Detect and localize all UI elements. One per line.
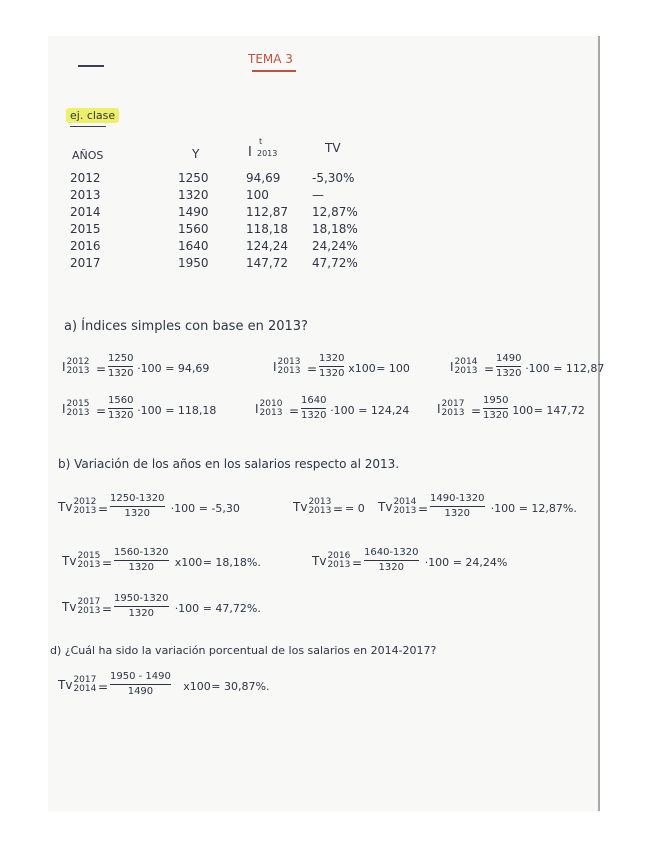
year-base: 2013	[66, 408, 90, 419]
fraction	[114, 594, 169, 619]
fraction-numerator: 1640-1320	[364, 547, 419, 558]
year-base: 2013	[77, 606, 101, 617]
result-value: = 18,18%.	[202, 556, 261, 569]
table-cell: 47,72%	[312, 256, 358, 270]
symbol-letter: I	[437, 402, 441, 417]
multiplier: ·100	[170, 502, 196, 515]
header-y: Y	[192, 147, 200, 161]
fraction	[496, 354, 521, 379]
result-value: = 112,87	[553, 362, 605, 375]
header-years: AÑOS	[72, 149, 104, 162]
table-cell: 94,69	[246, 171, 281, 185]
result-value: = 100	[376, 362, 410, 375]
header-tv: TV	[325, 141, 341, 155]
symbol-years	[67, 400, 90, 419]
year-top: 2012	[66, 357, 90, 367]
index-symbol	[255, 400, 282, 419]
symbol-years	[308, 498, 331, 517]
fraction	[430, 494, 485, 519]
index-symbol	[273, 358, 300, 377]
index-symbol	[437, 400, 464, 419]
year-base: 2013	[259, 408, 283, 419]
table-cell: 100	[246, 188, 269, 202]
fraction-denominator: 1320	[301, 410, 327, 421]
fraction-numerator: 1490-1320	[430, 493, 485, 504]
symbol-letter: Tv	[62, 600, 77, 615]
multiplier: ·100	[490, 502, 516, 515]
year-top: 2017	[77, 597, 101, 607]
fraction-bar	[110, 506, 165, 507]
equals-sign: =	[333, 502, 344, 516]
table-cell: 112,87	[246, 205, 288, 219]
table-cell: 2012	[70, 171, 101, 185]
table-cell: 24,24%	[312, 239, 358, 253]
fraction-denominator: 1320	[124, 508, 150, 519]
multiplier: ·100	[137, 404, 162, 417]
table-cell: 1320	[178, 188, 209, 202]
table-cell: 1490	[178, 205, 209, 219]
year-top: 2013	[277, 357, 301, 367]
fraction-bar	[364, 560, 419, 561]
year-top: 2016	[327, 551, 351, 561]
fraction	[110, 494, 165, 519]
result-value: = 0	[345, 502, 365, 515]
symbol-years	[73, 498, 96, 517]
fraction-denominator: 1320	[108, 410, 134, 421]
fraction	[114, 548, 169, 573]
symbol-letter: Tv	[62, 554, 77, 569]
fraction-bar	[430, 506, 485, 507]
fraction-bar	[114, 560, 169, 561]
multiplier: ·100	[330, 404, 355, 417]
symbol-years	[73, 676, 96, 695]
result-value: = 12,87%.	[518, 502, 577, 515]
equals-sign: =	[307, 362, 318, 376]
multiplier: x100	[183, 680, 211, 693]
symbol-letter: I	[62, 402, 66, 417]
result-value: = 47,72%.	[202, 602, 261, 615]
year-top: 2014	[393, 497, 417, 507]
multiplier: ·100	[424, 556, 450, 569]
index-symbol	[62, 552, 100, 571]
result-value: = 24,24%	[452, 556, 508, 569]
fraction-denominator: 1320	[378, 562, 404, 573]
index-symbol	[58, 676, 96, 695]
fraction-numerator: 1250-1320	[110, 493, 165, 504]
equals-sign: =	[102, 556, 113, 570]
fraction-numerator: 1490	[496, 353, 522, 364]
multiplier: ·100	[137, 362, 162, 375]
symbol-letter: I	[255, 402, 259, 417]
fraction-bar	[110, 684, 171, 685]
header-index-base: 2013	[257, 149, 278, 158]
fraction-numerator: 1640	[301, 395, 327, 406]
year-base: 2013	[454, 366, 478, 377]
fraction-bar	[483, 408, 508, 409]
equals-sign: =	[471, 404, 482, 418]
fraction	[301, 396, 326, 421]
question-a: a) Índices simples con base en 2013?	[64, 319, 308, 334]
year-base: 2013	[73, 506, 97, 517]
fraction-bar	[108, 366, 133, 367]
table-cell: 118,18	[246, 222, 288, 236]
index-symbol	[312, 552, 350, 571]
equals-sign: =	[96, 404, 107, 418]
table-cell: 147,72	[246, 256, 288, 270]
result-value: = -5,30	[198, 502, 240, 515]
index-symbol	[62, 598, 100, 617]
equals-sign: =	[98, 680, 109, 694]
table-cell: 124,24	[246, 239, 288, 253]
example-tag: ej. clase	[66, 110, 119, 121]
header-index: I	[248, 145, 252, 160]
fraction-bar	[108, 408, 133, 409]
fraction-numerator: 1560	[108, 395, 134, 406]
result-value: = 30,87%.	[211, 680, 270, 693]
year-base: 2013	[66, 366, 90, 377]
table-cell: 1950	[178, 256, 209, 270]
table-cell: 2016	[70, 239, 101, 253]
year-top: 2017	[73, 675, 97, 685]
multiplier: x100	[348, 362, 376, 375]
index-symbol	[62, 358, 89, 377]
multiplier: x100	[174, 556, 203, 569]
table-cell: 1640	[178, 239, 209, 253]
index-symbol	[58, 498, 96, 517]
year-top: 2017	[441, 399, 465, 409]
year-top: 2013	[308, 497, 332, 507]
symbol-years	[260, 400, 283, 419]
symbol-years	[77, 552, 100, 571]
year-top: 2010	[259, 399, 283, 409]
equals-sign: =	[98, 502, 109, 516]
symbol-letter: Tv	[312, 554, 327, 569]
year-top: 2012	[73, 497, 97, 507]
fraction	[483, 396, 508, 421]
index-symbol	[450, 358, 477, 377]
page-title: TEMA 3	[248, 52, 293, 66]
symbol-years	[77, 598, 100, 617]
result-value: = 147,72	[533, 404, 585, 417]
fraction-denominator: 1320	[108, 368, 134, 379]
equals-sign: =	[96, 362, 107, 376]
table-cell: 2017	[70, 256, 101, 270]
symbol-years	[327, 552, 350, 571]
year-base: 2013	[441, 408, 465, 419]
question-b: b) Variación de los años en los salarios respecto al 2013.	[58, 457, 400, 471]
title-underline	[252, 70, 296, 72]
table-cell: -5,30%	[312, 171, 355, 185]
fraction	[110, 672, 171, 697]
table-cell: 1250	[178, 171, 209, 185]
symbol-years	[455, 358, 478, 377]
year-top: 2015	[66, 399, 90, 409]
year-base: 2013	[327, 560, 351, 571]
fraction-denominator: 1490	[127, 686, 154, 697]
fraction-bar	[114, 606, 169, 607]
symbol-years	[67, 358, 90, 377]
fraction-denominator: 1320	[483, 410, 509, 421]
table-cell: 1560	[178, 222, 209, 236]
symbol-years	[442, 400, 465, 419]
result-value: = 118,18	[165, 404, 217, 417]
symbol-letter: I	[62, 360, 66, 375]
equals-sign: =	[484, 362, 495, 376]
table-cell: —	[312, 188, 324, 202]
equals-sign: =	[289, 404, 300, 418]
table-cell: 2015	[70, 222, 101, 236]
symbol-years	[393, 498, 416, 517]
year-base: 2013	[77, 560, 101, 571]
fraction-denominator: 1320	[128, 608, 154, 619]
result-value: = 124,24	[358, 404, 410, 417]
fraction-numerator: 1560-1320	[114, 547, 169, 558]
fraction-denominator: 1320	[319, 368, 345, 379]
question-d: d) ¿Cuál ha sido la variación porcentual de los salarios en 2014-2017?	[50, 644, 437, 657]
year-base: 2013	[393, 506, 417, 517]
year-base: 2013	[308, 506, 332, 517]
fraction-bar	[496, 366, 521, 367]
result-value: = 94,69	[165, 362, 210, 375]
symbol-letter: Tv	[293, 500, 308, 515]
fraction	[108, 396, 133, 421]
index-symbol	[62, 400, 89, 419]
equals-sign: =	[418, 502, 429, 516]
symbol-letter: I	[450, 360, 454, 375]
header-index-t: t	[259, 137, 263, 146]
fraction-denominator: 1320	[444, 508, 470, 519]
fraction-numerator: 1250	[108, 353, 134, 364]
fraction	[319, 354, 344, 379]
fraction-bar	[301, 408, 326, 409]
fraction-denominator: 1320	[496, 368, 522, 379]
year-top: 2014	[454, 357, 478, 367]
tag-underline	[70, 126, 106, 127]
index-symbol	[293, 498, 331, 517]
fraction-numerator: 1950	[483, 395, 509, 406]
equals-sign: =	[102, 602, 113, 616]
fraction	[364, 548, 419, 573]
multiplier: ·100	[174, 602, 200, 615]
symbol-letter: Tv	[58, 500, 73, 515]
table-cell: 18,18%	[312, 222, 358, 236]
table-cell: 12,87%	[312, 205, 358, 219]
fraction-numerator: 1950 - 1490	[110, 671, 171, 682]
fraction	[108, 354, 133, 379]
equals-sign: =	[352, 556, 363, 570]
table-cell: 2014	[70, 205, 101, 219]
index-symbol	[378, 498, 416, 517]
symbol-letter: Tv	[58, 678, 73, 693]
symbol-years	[278, 358, 301, 377]
symbol-letter: I	[273, 360, 277, 375]
year-base: 2014	[73, 684, 97, 695]
year-base: 2013	[277, 366, 301, 377]
multiplier: ·100	[525, 362, 550, 375]
fraction-bar	[319, 366, 344, 367]
year-top: 2015	[77, 551, 101, 561]
fraction-denominator: 1320	[128, 562, 154, 573]
corner-mark	[78, 65, 104, 67]
symbol-letter: Tv	[378, 500, 393, 515]
fraction-numerator: 1950-1320	[114, 593, 169, 604]
fraction-numerator: 1320	[319, 353, 345, 364]
multiplier: 100	[512, 404, 534, 417]
table-cell: 2013	[70, 188, 101, 202]
